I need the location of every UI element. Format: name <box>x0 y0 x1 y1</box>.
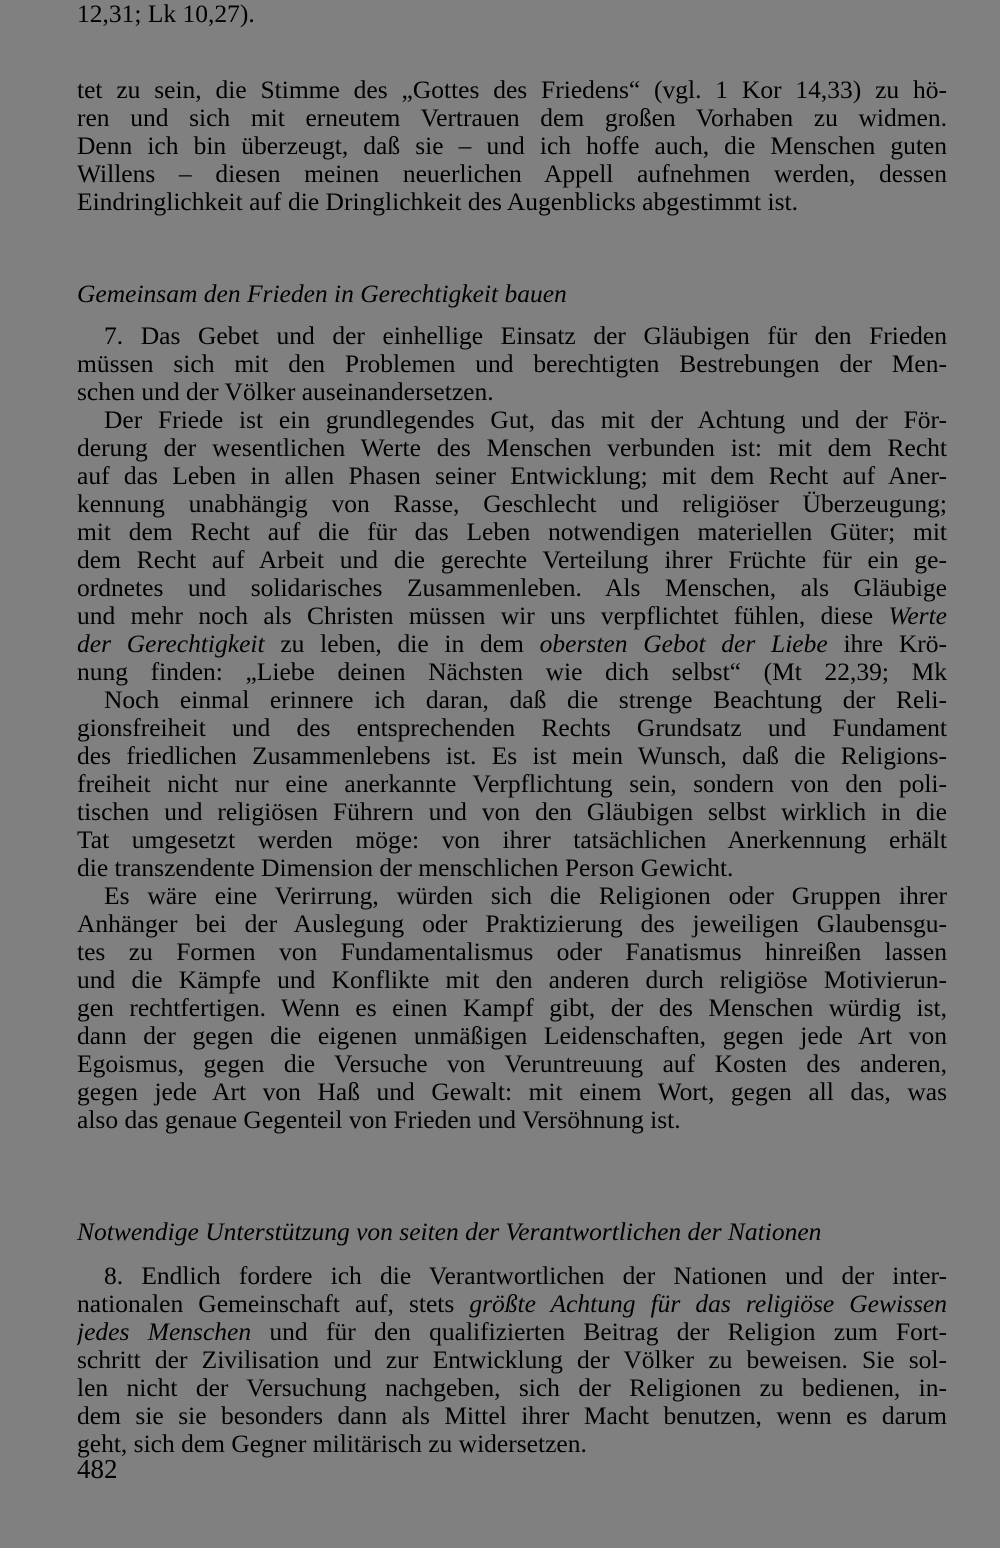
paragraph-line: dem Recht auf Arbeit und die gerechte Verteilung ihrer Früchte für ein ge- <box>77 546 947 574</box>
paragraph-line: Denn ich bin überzeugt, daß sie – und ich hoffe auch, die Menschen guten <box>77 132 947 160</box>
paragraph-line: und mehr noch als Christen müssen wir uns verpflichtet fühlen, diese Werte <box>77 602 947 630</box>
paragraph-line: ordnetes und solidarisches Zusammenleben. Als Menschen, als Gläubige <box>77 574 947 602</box>
paragraph-line: jedes Menschen und für den qualifizierten Beitrag der Religion zum Fort- <box>77 1318 947 1346</box>
paragraph-line: gegen jede Art von Haß und Gewalt: mit einem Wort, gegen all das, was <box>77 1078 947 1106</box>
section-heading: Gemeinsam den Frieden in Gerechtigkeit bauen <box>77 279 567 308</box>
paragraph-line: 12,31; Lk 10,27). <box>77 0 255 28</box>
paragraph-line: schen und der Völker auseinandersetzen. <box>77 378 494 406</box>
emphasis-text: jedes Menschen <box>77 1318 252 1346</box>
paragraph-line: also das genaue Gegenteil von Frieden und Versöhnung ist. <box>77 1106 681 1134</box>
paragraph-line: Es wäre eine Verirrung, würden sich die Religionen oder Gruppen ihrer <box>104 882 947 910</box>
paragraph-line: Egoismus, gegen die Versuche von Veruntreuung auf Kosten des anderen, <box>77 1050 947 1078</box>
paragraph-line: derung der wesentlichen Werte des Menschen verbunden ist: mit dem Recht <box>77 434 947 462</box>
paragraph-line: len nicht der Versuchung nachgeben, sich der Religionen zu bedienen, in- <box>77 1374 947 1402</box>
paragraph-line: mit dem Recht auf die für das Leben notwendigen materiellen Güter; mit <box>77 518 947 546</box>
emphasis-text: größte Achtung für das religiöse Gewissen <box>469 1290 947 1318</box>
paragraph-line: gen rechtfertigen. Wenn es einen Kampf gibt, der des Menschen würdig ist, <box>77 994 947 1022</box>
paragraph-line: nung finden: „Liebe deinen Nächsten wie dich selbst“ (Mt 22,39; Mk <box>77 658 947 686</box>
paragraph-line: geht, sich dem Gegner militärisch zu widersetzen. <box>77 1430 587 1458</box>
paragraph-line: Anhänger bei der Auslegung oder Praktizierung des jeweiligen Glaubensgu- <box>77 910 947 938</box>
paragraph-line: Eindringlichkeit auf die Dringlichkeit des Augenblicks abgestimmt ist. <box>77 188 798 216</box>
emphasis-text: Werte <box>888 602 947 630</box>
emphasis-text: obersten Gebot der Liebe <box>539 630 828 658</box>
paragraph-line: müssen sich mit den Problemen und berechtigten Bestrebungen der Men- <box>77 350 947 378</box>
paragraph-line: Tat umgesetzt werden möge: von ihrer tatsächlichen Anerkennung erhält <box>77 826 947 854</box>
section-heading: Notwendige Unterstützung von seiten der Verantwortlichen der Nationen <box>77 1217 822 1246</box>
paragraph-line: schritt der Zivilisation und zur Entwicklung der Völker zu beweisen. Sie sol- <box>77 1346 947 1374</box>
paragraph-line: auf das Leben in allen Phasen seiner Entwicklung; mit dem Recht auf Aner- <box>77 462 947 490</box>
paragraph-line: gionsfreiheit und des entsprechenden Rechts Grundsatz und Fundament <box>77 714 947 742</box>
paragraph-line: nationalen Gemeinschaft auf, stets größte Achtung für das religiöse Gewissen <box>77 1290 947 1318</box>
paragraph-line: des friedlichen Zusammenlebens ist. Es ist mein Wunsch, daß die Religions- <box>77 742 947 770</box>
paragraph-line: freiheit nicht nur eine anerkannte Verpflichtung sein, sondern von den poli- <box>77 770 947 798</box>
paragraph-line: die transzendente Dimension der menschlichen Person Gewicht. <box>77 854 734 882</box>
paragraph-line: tet zu sein, die Stimme des „Gottes des Friedens“ (vgl. 1 Kor 14,33) zu hö- <box>77 76 947 104</box>
paragraph-line: dem sie sie besonders dann als Mittel ihrer Macht benutzen, wenn es darum <box>77 1402 947 1430</box>
paragraph-line: 8. Endlich fordere ich die Verantwortlichen der Nationen und der inter- <box>104 1262 947 1290</box>
paragraph-line: der Gerechtigkeit zu leben, die in dem obersten Gebot der Liebe ihre Krö- <box>77 630 947 658</box>
paragraph-line: und die Kämpfe und Konflikte mit den anderen durch religiöse Motivierun- <box>77 966 947 994</box>
paragraph-line: tes zu Formen von Fundamentalismus oder Fanatismus hinreißen lassen <box>77 938 947 966</box>
paragraph-line: Der Friede ist ein grundlegendes Gut, das mit der Achtung und der För- <box>104 406 947 434</box>
page-number: 482 <box>77 1454 118 1484</box>
paragraph-line: kennung unabhängig von Rasse, Geschlecht und religiöser Überzeugung; <box>77 490 947 518</box>
paragraph-line: Noch einmal erinnere ich daran, daß die strenge Beachtung der Reli- <box>104 686 947 714</box>
emphasis-text: der Gerechtigkeit <box>77 630 265 658</box>
paragraph-line: ren und sich mit erneutem Vertrauen dem großen Vorhaben zu widmen. <box>77 104 947 132</box>
paragraph-line: Willens – diesen meinen neuerlichen Appell aufnehmen werden, dessen <box>77 160 947 188</box>
paragraph-line: 7. Das Gebet und der einhellige Einsatz der Gläubigen für den Frieden <box>104 322 947 350</box>
paragraph-line: dann der gegen die eigenen unmäßigen Leidenschaften, gegen jede Art von <box>77 1022 947 1050</box>
paragraph-line: tischen und religiösen Führern und von den Gläubigen selbst wirklich in die <box>77 798 947 826</box>
